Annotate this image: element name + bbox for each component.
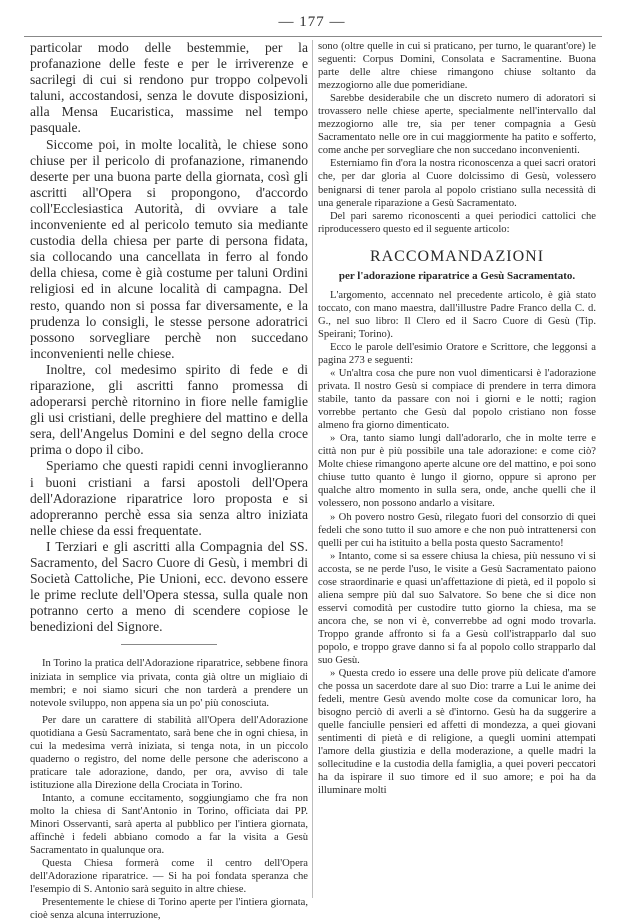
section-separator [121, 644, 217, 645]
header-rule [24, 36, 602, 37]
left-paragraph-4: Speriamo che questi rapidi cenni invoglieranno i buoni cristiani a farsi apostoli dell'Opera dell'Adorazione riparatrice loro proposta e si adopreranno perchè essa sia senza altro iniziata nelle chiese da essi frequentate. [30, 458, 308, 538]
note-paragraph-4: Questa Chiesa formerà come il centro dell'Opera dell'Adorazione riparatrice. — Si ha poi fondata speranza che l'esempio di S. Antonio sarà seguito in altre chiese. [30, 858, 308, 896]
left-paragraph-3: Inoltre, col medesimo spirito di fede e di riparazione, gli ascritti fanno promessa di adoperarsi perchè ritornino in fiore nelle famiglie gli usi cristiani, delle preghiere del mattino e della sera, dell'Angelus Domini e del segno della croce prima o dopo il cibo. [30, 361, 308, 458]
note-paragraph-1: In Torino la pratica dell'Adorazione riparatrice, sebbene finora iniziata in semplice via privata, conta già oltre un migliaio di membri; e noi siamo sicuri che non tarderà a prendere un notevole sviluppo, non appena sia un po' più conosciuta. [30, 658, 308, 709]
note-paragraph-2: Per dare un carattere di stabilità all'Opera dell'Adorazione quotidiana a Gesù Sacramentato, sarà bene che in ogni chiesa, in cui la medesima verrà iniziata, si tenga nota, in un piccolo quaderno o registro, del nome delle persone che aderiscono a praticare tale adorazione, dando, per ora, avviso di tale istituzione alla Direzione della Crociata in Torino. [30, 714, 308, 791]
left-paragraph-1: particolar modo delle bestemmie, per la profanazione delle feste e per le irriverenze e sacrilegi di cui si rendono pur troppo colpevoli taluni, accostandosi, senza le dovute disposizioni, alla Mensa Eucaristica, massime nel tempo pasquale. [30, 40, 308, 136]
right-paragraph-3: Esterniamo fin d'ora la nostra riconoscenza a quei sacri oratori che, per dar gloria al Cuore dolcissimo di Gesù, volessero benignarsi di tener parola al popolo cristiano sulla necessità di una generale riparazione a Gesù Sacramentato. [318, 158, 596, 209]
page-number: — 177 — [278, 14, 346, 30]
right-paragraph-6: Ecco le parole dell'esimio Oratore e Scrittore, che leggonsi a pagina 273 e seguenti: [318, 341, 596, 366]
left-paragraph-5: I Terziari e gli ascritti alla Compagnia del SS. Sacramento, del Sacro Cuore di Gesù, i membri di Società Cattoliche, Pie Unioni, ecc. devono essere le prime reclute dell'Opera stessa, sulla quale non potranno certo a meno di scendere copiose le benedizioni del Signore. [30, 538, 308, 635]
right-column [318, 40, 596, 798]
right-paragraph-1: sono (oltre quelle in cui si praticano, per turno, le quarant'ore) le seguenti: Corpus Domini, Consolata e Sacramentine. Buona parte delle altre chiese rimangono chiuse soltanto da mezzogiorno alle due pomeridiane. [318, 41, 596, 92]
quote-paragraph-5: » Questa credo io essere una delle prove più delicate d'amore che possa un sacerdote dare al suo Dio: trarre a Lui le anime dei fedeli, mentre Gesù avendo molte cose da comunicar loro, ha bisogno perciò di averli a sè d'intorno. Gesù ha da suggerire a quelle fanciulle pensieri ed affetti di mondezza, a quei giovani sentimenti di pietà e di religione, a quegli uomini attempati l'amore della giustizia e della moderazione, a quelle madri la sollecitudine e la custodia della famiglia, a quei poveri peccatori ha da ispirare il suo timore ed il suo amore; e poi ha da illuminare molti [318, 668, 596, 797]
section-subheading: per l'adorazione riparatrice a Gesù Sacramentato. [338, 269, 576, 282]
left-column [30, 40, 308, 922]
right-paragraph-5: L'argomento, accennato nel precedente articolo, è già stato toccato, con mano maestra, dall'illustre Padre Franco della C. d. G., nel suo libro: Il Clero ed il Sacro Cuore di Gesù (Tip. Speirani; Torino). [318, 289, 596, 340]
quote-paragraph-1: « Un'altra cosa che pure non vuol dimenticarsi è l'adorazione privata. Il nostro Gesù si compiace di prendere in terra dimora stabile, tanto da passare con noi i giorni e le notti; ragion vorrebbe pertanto che Gesù dal popolo cristiano non fosse almeno fra giorno dimenticato. [318, 367, 596, 432]
section-heading: RACCOMANDAZIONI [369, 247, 545, 265]
right-paragraph-2: Sarebbe desiderabile che un discreto numero di adoratori si trovassero nelle chiese aperte, specialmente nell'intervallo dal mezzogiorno alle tre, sia per tener compagnia a Gesù Sacramentato nelle ore in cui maggiormente ha patito e sofferto, come anche per sorvegliare che non succedano inconvenienti. [318, 93, 596, 157]
quote-paragraph-2: » Ora, tanto siamo lungi dall'adorarlo, che in molte terre e città non pur è più possibile una tale adorazione: e come ciò? Molte chiese rimangono aperte alcune ore del mattino, e poi sono chiuse tutto quanto è lungo il giorno, oppure si aprono per qualche altro momento in sulla sera, onde, anche quelli che il volessero, non possono andarlo a visitare. [318, 433, 596, 510]
quote-paragraph-3: » Oh povero nostro Gesù, rilegato fuori del consorzio di quei fedeli che sono tutto il suo amore e che non può intrattenersi con quelli per cui ha istituito a bella posta questo Sacramento! [318, 511, 596, 549]
left-paragraph-2: Siccome poi, in molte località, le chiese sono chiuse per il pericolo di profanazione, rimanendo deserte per una buona parte della giornata, così gli ascritti all'Opera si propongono, d'accordo coll'Ecclesiastica Autorità, di ovviare a tale inconveniente ed al pericolo temuto sia mediante custodia della chiesa per parte di persona fidata, sia collocando una cancellata in ferro al fondo della chiesa, come è già costume per taluni Ordini religiosi ed in alcune località di campagna. Del resto, quando non si possa far diversamente, e la prudenza lo consigli, le stesse persone adoratrici possono sorvegliare perchè non succedano inconvenienti nelle chiese. [30, 136, 308, 361]
quote-paragraph-4: » Intanto, come si sa essere chiusa la chiesa, più nessuno vi si accosta, se ne perde l'uso, le visite a Gesù Sacramentato paiono cose straordinarie e quasi un'affettazione di pietà, ed il popolo si aliena sempre più dal suo Salvatore. So bene che si dice non esservi comodità per custodire tutto giorno la chiesa, ma se ancora che, se non vi è, converrebbe ad ogni modo trovarla. Troppo grande affronto si fa a Gesù coll'istrapparlo dal suo popolo, e troppo grave danno si fa al popolo collo strapparlo dal suo Gesù. [318, 550, 596, 667]
note-paragraph-5: Presentemente le chiese di Torino aperte per l'intiera giornata, cioè senza alcuna interruzione, [30, 897, 308, 922]
right-paragraph-4: Del pari saremo riconoscenti a quei periodici cattolici che riproducessero questo ed il seguente articolo: [318, 210, 596, 235]
column-divider [312, 40, 313, 898]
note-paragraph-3: Intanto, a comune eccitamento, soggiungiamo che fra non molto la chiesa di Sant'Antonio in Torino, officiata dai PP. Minori Osservanti, sarà aperta al pubblico per l'intiera giornata, affinchè i fedeli abbiano comodo a far la visita a Gesù Sacramentato in qualunque ora. [30, 792, 308, 857]
